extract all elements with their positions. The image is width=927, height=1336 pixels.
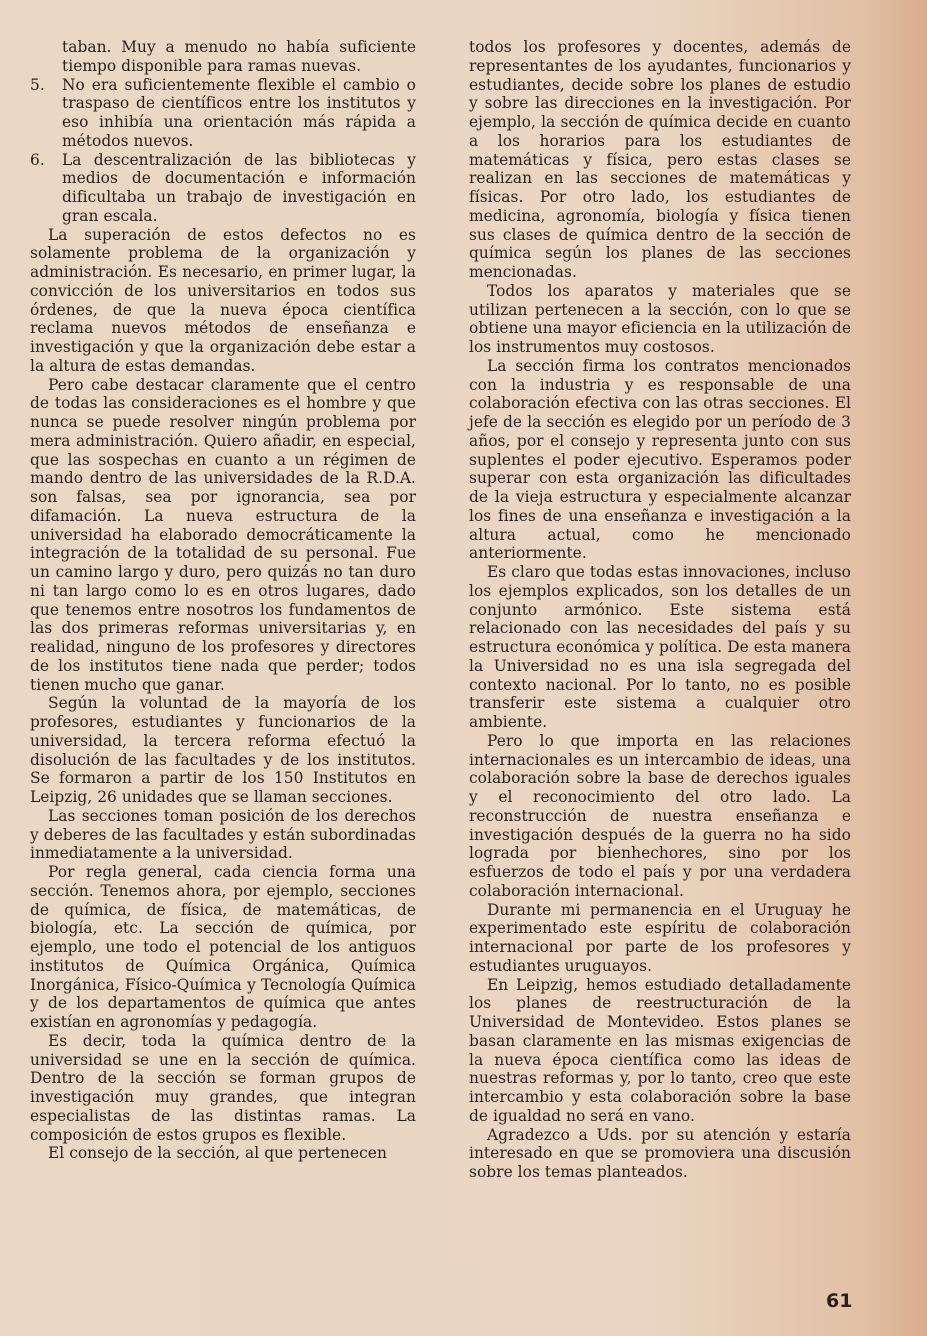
- paragraph: Por regla general, cada ciencia forma una sección. Tenemos ahora, por ejemplo, secciones de química, de física, de matemáticas, de biología, etc. La sección de química, por ejemplo, une todo el potencial de los antiguos institutos de Química Orgánica, Química Inorgánica, Físico-Química y Tecnología Química y de los departamentos de química que antes existían en agronomías y pedagogía.: [30, 863, 416, 1031]
- list-item-text: No era suficientemente flexible el cambio o traspaso de científicos entre los institutos y eso inhibía una orientación más rápida a métodos nuevos.: [62, 75, 416, 150]
- paragraph: Pero lo que importa en las relaciones internacionales es un intercambio de ideas, una colaboración sobre la base de derechos iguales y el reconocimiento del otro lado. La reconstrucción de nuestra enseñanza e investigación después de la guerra no ha sido lograda por bienhechores, sino por los esfuerzos de todo el país y por una verdadera colaboración internacional.: [469, 731, 851, 900]
- list-item-number: 5.: [30, 75, 45, 94]
- paragraph: Según la voluntad de la mayoría de los profesores, estudiantes y funcionarios de la universidad, la tercera reforma efectuó la disolución de las facultades y de los institutos. Se formaron a partir de los 150 Institutos en Leipzig, 26 unidades que se llaman secciones.: [30, 694, 416, 806]
- right-column: [469, 38, 851, 1182]
- list-item: [30, 151, 416, 226]
- paragraph: Todos los aparatos y materiales que se utilizan pertenecen a la sección, con lo que se obtiene una mayor eficiencia en la utilización de los instrumentos muy costosos.: [469, 281, 851, 356]
- page-number: 61: [826, 1290, 853, 1312]
- left-column: [30, 38, 416, 1163]
- paragraph: En Leipzig, hemos estudiado detalladamente los planes de reestructuración de la Universidad de Montevideo. Estos planes se basan claramente en las mismas exigencias de la nueva época científica como las ideas de nuestras reformas y, por lo tanto, creo que este intercambio y esta colaboración sobre la base de igualdad no será en vano.: [469, 975, 851, 1125]
- paragraph: Es claro que todas estas innovaciones, incluso los ejemplos explicados, son los detalles de un conjunto armónico. Este sistema está relacionado con las necesidades del país y su estructura económica y política. De esta manera la Universidad no es una isla segregada del contexto nacional. Por lo tanto, no es posible transferir este sistema a cualquier otro ambiente.: [469, 563, 851, 731]
- paragraph: Es decir, toda la química dentro de la universidad se une en la sección de química. Dentro de la sección se forman grupos de investigación muy grandes, que integran especialistas de las distintas ramas. La composición de estos grupos es flexible.: [30, 1031, 416, 1144]
- paragraph: La superación de estos defectos no es solamente problema de la organización y administración. Es necesario, en primer lugar, la convicción de los universitarios en todos sus órdenes, de que la nueva época científica reclama nuevos métodos de enseñanza e investigación y que la organización debe estar a la altura de estas demandas.: [30, 225, 416, 375]
- continuation-text: todos los profesores y docentes, además de representantes de los ayudantes, funcionarios y estudiantes, decide sobre los planes de estudio y sobre las direcciones en la investigación. Por ejemplo, la sección de química decide en cuanto a los horarios para los estudiantes de matemáticas y física, pero estas clases se realizan en las secciones de matemáticas y físicas. Por otro lado, los estudiantes de medicina, agronomía, biología y física tienen sus clases de química dentro de la sección de química según los planes de las secciones mencionadas.: [469, 38, 851, 281]
- list-item: [30, 76, 416, 151]
- list-item-text: La descentralización de las bibliotecas y medios de documentación e información dificultaba un trabajo de investigación en gran escala.: [62, 150, 416, 225]
- paragraph: Durante mi permanencia en el Uruguay he experimentado este espíritu de colaboración internacional por parte de los profesores y estudiantes uruguayos.: [469, 900, 851, 975]
- paragraph: La sección firma los contratos mencionados con la industria y es responsable de una colaboración efectiva con las otras secciones. El jefe de la sección es elegido por un período de 3 años, por el consejo y representa junto con sus suplentes el poder ejecutivo. Esperamos poder superar con esta organización las dificultades de la vieja estructura y especialmente alcanzar los fines de una enseñanza e investigación a la altura actual, como he mencionado anteriormente.: [469, 356, 851, 563]
- paragraph: Pero cabe destacar claramente que el centro de todas las consideraciones es el hombre y que nunca se puede resolver ningún problema por mera administración. Quiero añadir, en especial, que las sospechas en cuanto a un régimen de mando dentro de las universidades de la R.D.A. son falsas, sea por ignorancia, sea por difamación. La nueva estructura de la universidad ha elaborado democráticamente la integración de la totalidad de su personal. Fue un camino largo y duro, pero quizás no tan duro ni tan largo como lo es en otros lugares, dado que tenemos entre nosotros los fundamentos de las dos primeras reformas universitarias y, en realidad, ninguno de los profesores y directores de los institutos tiene nada que perder; todos tienen mucho que ganar.: [30, 375, 416, 694]
- list-item-number: 6.: [30, 150, 45, 169]
- paragraph: Agradezco a Uds. por su atención y estaría interesado en que se promoviera una discusión sobre los temas planteados.: [469, 1125, 851, 1181]
- continuation-text: taban. Muy a menudo no había suficiente tiempo disponible para ramas nuevas.: [62, 38, 416, 75]
- paragraph: El consejo de la sección, al que pertenecen: [48, 1144, 387, 1163]
- paragraph: Las secciones toman posición de los derechos y deberes de las facultades y están subordinadas inmediatamente a la universidad.: [30, 806, 416, 863]
